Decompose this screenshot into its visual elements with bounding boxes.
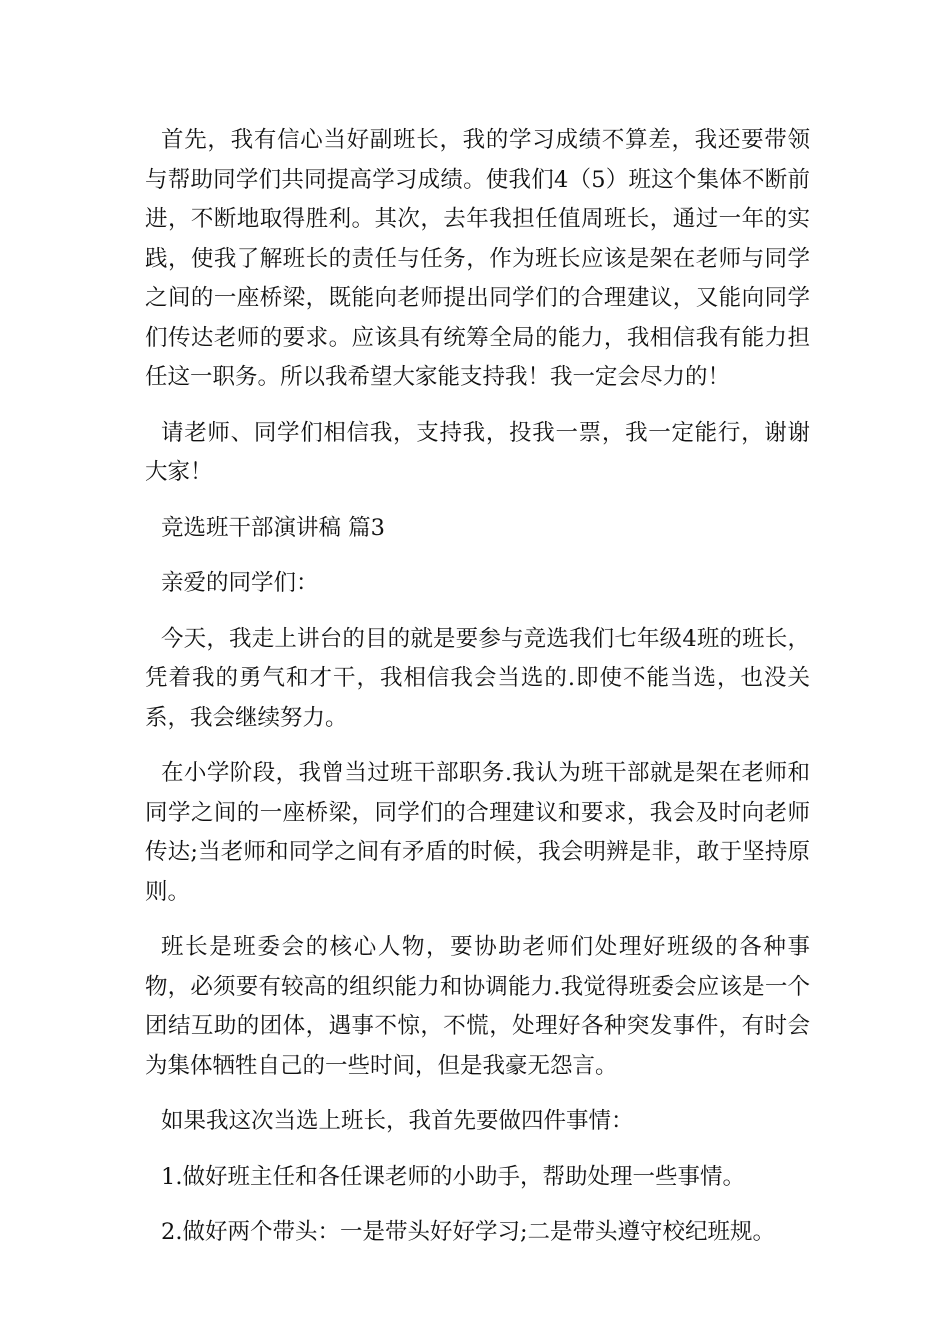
list-item-2: 2.做好两个带头：一是带头好好学习;二是带头遵守校纪班规。 xyxy=(161,1219,776,1245)
list-item-1: 1.做好班主任和各任课老师的小助手，帮助处理一些事情。 xyxy=(161,1163,745,1190)
paragraph-vote-request: 请老师、同学们相信我，支持我，投我一票，我一定能行，谢谢大家！ xyxy=(145,419,810,485)
paragraph-monitor-role: 班长是班委会的核心人物，要协助老师们处理好班级的各种事物，必须要有较高的组织能力和协调能力.我觉得班委会应该是一个团结互助的团体，遇事不惊，不慌，处理好各种突发事件，有时会为集体牺牲自己的一些时间，但是我豪无怨言。 xyxy=(145,934,810,1079)
paragraph-vice-monitor-confidence: 首先，我有信心当好副班长，我的学习成绩不算差，我还要带领与帮助同学们共同提高学习成绩。使我们4（5）班这个集体不断前进，不断地取得胜利。其次，去年我担任值周班长，通过一年的实践，使我了解班长的责任与任务，作为班长应该是架在老师与同学之间的一座桥梁，既能向老师提出同学们的合理建议，又能向同学们传达老师的要求。应该具有统筹全局的能力，我相信我有能力担任这一职务。所以我希望大家能支持我！我一定会尽力的！ xyxy=(145,127,810,390)
paragraph-purpose: 今天，我走上讲台的目的就是要参与竞选我们七年级4班的班长，凭着我的勇气和才干，我相信我会当选的.即使不能当选，也没关系，我会继续努力。 xyxy=(145,625,810,731)
section-heading: 竞选班干部演讲稿 篇3 xyxy=(161,514,385,541)
paragraph-experience: 在小学阶段，我曾当过班干部职务.我认为班干部就是架在老师和同学之间的一座桥梁，同学们的合理建议和要求，我会及时向老师传达;当老师和同学之间有矛盾的时候，我会明辨是非，敢于坚持原则。 xyxy=(145,760,810,905)
document-body xyxy=(145,121,810,1269)
salutation: 亲爱的同学们： xyxy=(161,570,319,596)
paragraph-plan-intro: 如果我这次当选上班长，我首先要做四件事情： xyxy=(161,1108,634,1134)
